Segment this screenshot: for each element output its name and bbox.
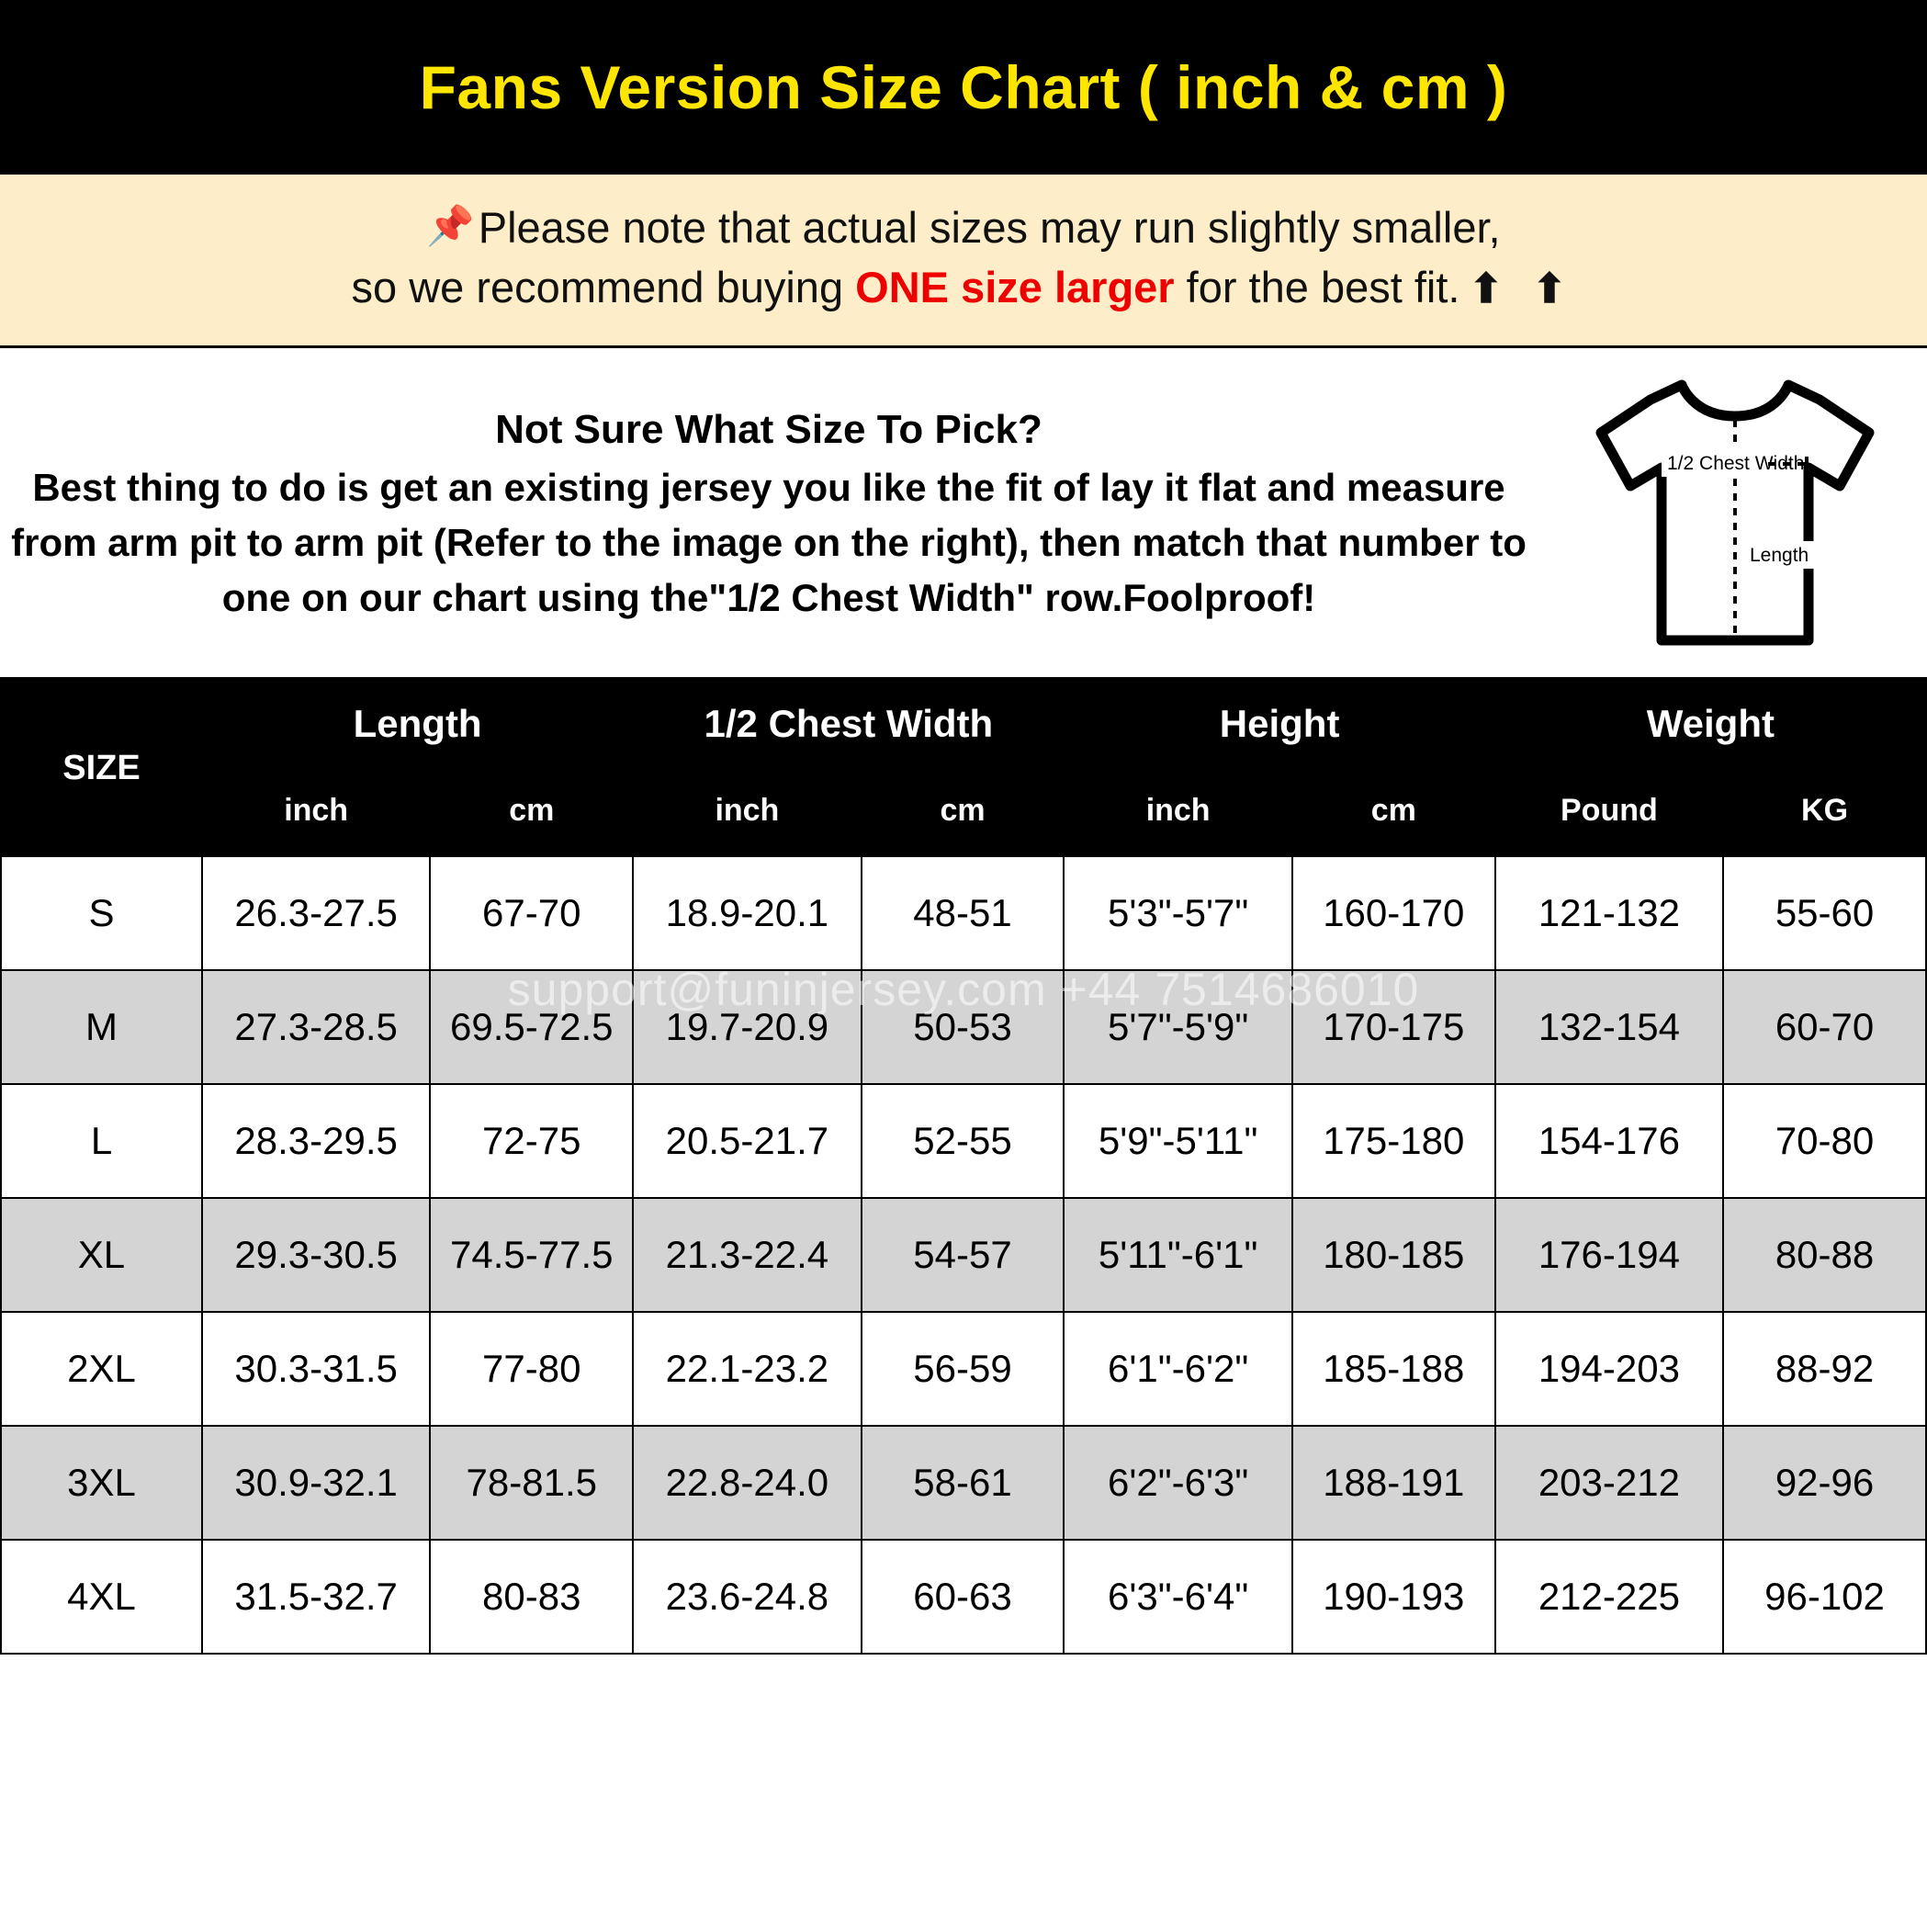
table-row: [1, 1084, 1926, 1198]
header-group-length: Length: [202, 682, 633, 766]
cell-chest-cm: 54-57: [862, 1198, 1065, 1312]
cell-chest-cm: 52-55: [862, 1084, 1065, 1198]
size-table: [0, 681, 1927, 1655]
cell-length-inch: 31.5-32.7: [202, 1540, 430, 1654]
cell-chest-inch: 22.8-24.0: [633, 1426, 861, 1540]
cell-weight-kg: 60-70: [1723, 970, 1926, 1084]
arrow-up-icon: ⬆ ⬆: [1469, 266, 1576, 311]
cell-length-cm: 78-81.5: [430, 1426, 633, 1540]
header-unit-weight-pound: Pound: [1495, 766, 1723, 856]
row-size: 4XL: [1, 1540, 202, 1654]
cell-length-cm: 72-75: [430, 1084, 633, 1198]
cell-chest-cm: 58-61: [862, 1426, 1065, 1540]
page-title: Fans Version Size Chart ( inch & cm ): [419, 53, 1508, 121]
header-unit-height-cm: cm: [1292, 766, 1495, 856]
row-size: L: [1, 1084, 202, 1198]
table-row: [1, 856, 1926, 970]
table-body: [1, 856, 1926, 1654]
cell-length-inch: 28.3-29.5: [202, 1084, 430, 1198]
cell-weight-pound: 203-212: [1495, 1426, 1723, 1540]
cell-length-cm: 69.5-72.5: [430, 970, 633, 1084]
cell-height-inch: 5'11"-6'1": [1064, 1198, 1291, 1312]
cell-length-cm: 80-83: [430, 1540, 633, 1654]
header-unit-chest-inch: inch: [633, 766, 861, 856]
cell-weight-pound: 121-132: [1495, 856, 1723, 970]
table-row: [1, 1540, 1926, 1654]
row-size: XL: [1, 1198, 202, 1312]
header-group-chest-width: 1/2 Chest Width: [633, 682, 1064, 766]
advice-section: [0, 348, 1927, 681]
cell-chest-inch: 20.5-21.7: [633, 1084, 861, 1198]
cell-length-inch: 26.3-27.5: [202, 856, 430, 970]
header-unit-length-inch: inch: [202, 766, 430, 856]
length-label: Length: [1750, 544, 1809, 566]
title-bar: [0, 0, 1927, 175]
cell-weight-pound: 132-154: [1495, 970, 1723, 1084]
header-unit-height-inch: inch: [1064, 766, 1291, 856]
cell-weight-kg: 96-102: [1723, 1540, 1926, 1654]
cell-height-inch: 6'1"-6'2": [1064, 1312, 1291, 1426]
cell-height-cm: 188-191: [1292, 1426, 1495, 1540]
table-head: [1, 682, 1926, 856]
cell-length-inch: 27.3-28.5: [202, 970, 430, 1084]
advice-body: Best thing to do is get an existing jersey you like the fit of lay it flat and measure from arm pit to arm pit (Refer to the image on the right), then match that number to one on our chart using the"1/2 Chest Width" row.Foolproof!: [11, 466, 1527, 619]
cell-height-cm: 160-170: [1292, 856, 1495, 970]
cell-chest-inch: 18.9-20.1: [633, 856, 861, 970]
pushpin-icon: 📌: [426, 204, 475, 247]
cell-weight-kg: 55-60: [1723, 856, 1926, 970]
cell-length-cm: 67-70: [430, 856, 633, 970]
cell-chest-inch: 23.6-24.8: [633, 1540, 861, 1654]
cell-height-cm: 185-188: [1292, 1312, 1495, 1426]
cell-weight-pound: 194-203: [1495, 1312, 1723, 1426]
cell-height-cm: 190-193: [1292, 1540, 1495, 1654]
row-size: S: [1, 856, 202, 970]
header-group-height: Height: [1064, 682, 1494, 766]
cell-weight-pound: 176-194: [1495, 1198, 1723, 1312]
header-unit-weight-kg: KG: [1723, 766, 1926, 856]
row-size: 3XL: [1, 1426, 202, 1540]
cell-height-cm: 175-180: [1292, 1084, 1495, 1198]
cell-length-cm: 74.5-77.5: [430, 1198, 633, 1312]
note-line-2: [9, 258, 1918, 318]
cell-weight-kg: 88-92: [1723, 1312, 1926, 1426]
row-size: 2XL: [1, 1312, 202, 1426]
chest-width-label: 1/2 Chest Width: [1667, 452, 1805, 474]
advice-title: Not Sure What Size To Pick?: [495, 407, 1042, 453]
table-unit-header-row: [1, 766, 1926, 856]
cell-length-inch: 30.3-31.5: [202, 1312, 430, 1426]
note-line-1-text: Please note that actual sizes may run slightly smaller,: [478, 203, 1501, 252]
cell-height-inch: 6'2"-6'3": [1064, 1426, 1291, 1540]
tshirt-icon: [1583, 365, 1886, 668]
header-unit-chest-cm: cm: [862, 766, 1065, 856]
table-row: [1, 970, 1926, 1084]
cell-chest-cm: 50-53: [862, 970, 1065, 1084]
cell-weight-kg: 70-80: [1723, 1084, 1926, 1198]
header-size: SIZE: [1, 682, 202, 856]
row-size: M: [1, 970, 202, 1084]
cell-length-inch: 29.3-30.5: [202, 1198, 430, 1312]
table-row: [1, 1312, 1926, 1426]
cell-length-inch: 30.9-32.1: [202, 1426, 430, 1540]
cell-weight-pound: 212-225: [1495, 1540, 1723, 1654]
note-highlight: ONE size larger: [855, 262, 1175, 311]
tshirt-diagram: [1541, 365, 1927, 668]
note-line-1: [9, 198, 1918, 258]
table-group-header-row: [1, 682, 1926, 766]
contact-watermark: support@funinjersey.com +44 7514686010: [507, 964, 1420, 1015]
cell-weight-pound: 154-176: [1495, 1084, 1723, 1198]
table-row: [1, 1426, 1926, 1540]
cell-chest-inch: 22.1-23.2: [633, 1312, 861, 1426]
cell-chest-cm: 48-51: [862, 856, 1065, 970]
cell-height-inch: 5'3"-5'7": [1064, 856, 1291, 970]
header-unit-length-cm: cm: [430, 766, 633, 856]
cell-chest-cm: 56-59: [862, 1312, 1065, 1426]
cell-height-cm: 180-185: [1292, 1198, 1495, 1312]
cell-height-inch: 5'9"-5'11": [1064, 1084, 1291, 1198]
advice-text-block: [0, 407, 1541, 625]
note-line-2-prefix: so we recommend buying: [351, 262, 856, 311]
cell-length-cm: 77-80: [430, 1312, 633, 1426]
cell-chest-inch: 21.3-22.4: [633, 1198, 861, 1312]
cell-weight-kg: 92-96: [1723, 1426, 1926, 1540]
cell-chest-cm: 60-63: [862, 1540, 1065, 1654]
cell-height-cm: 170-175: [1292, 970, 1495, 1084]
cell-height-inch: 6'3"-6'4": [1064, 1540, 1291, 1654]
cell-chest-inch: 19.7-20.9: [633, 970, 861, 1084]
note-line-2-suffix: for the best fit.: [1174, 262, 1460, 311]
table-row: [1, 1198, 1926, 1312]
cell-height-inch: 5'7"-5'9": [1064, 970, 1291, 1084]
note-band: [0, 175, 1927, 348]
cell-weight-kg: 80-88: [1723, 1198, 1926, 1312]
header-group-weight: Weight: [1495, 682, 1926, 766]
